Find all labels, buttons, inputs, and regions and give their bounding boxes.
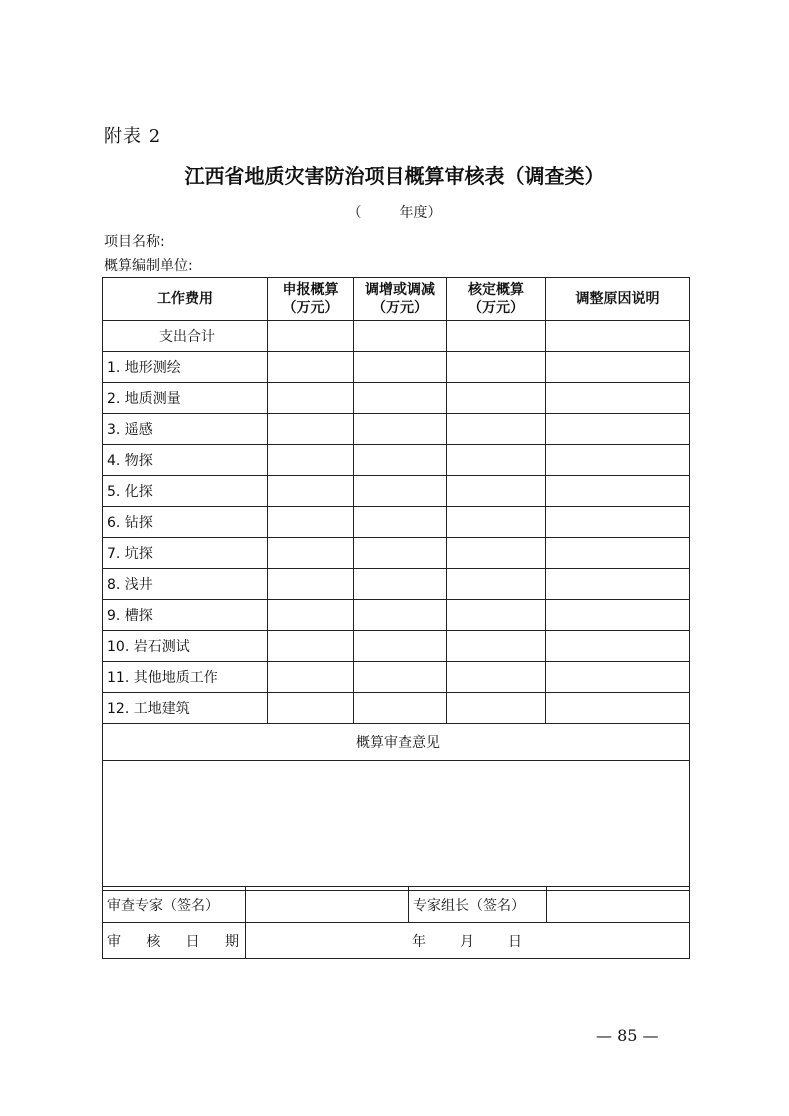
signature-table: [102, 886, 690, 959]
table-row: [103, 600, 690, 631]
input-cell[interactable]: [268, 631, 354, 662]
input-cell[interactable]: [354, 445, 447, 476]
input-cell[interactable]: [546, 352, 690, 383]
date-row: [103, 923, 690, 959]
opinion-title: 概算审查意见: [103, 724, 690, 761]
row-label: 5. 化探: [103, 476, 268, 507]
input-cell[interactable]: [447, 693, 546, 724]
row-label: 2. 地质测量: [103, 383, 268, 414]
input-cell[interactable]: [268, 414, 354, 445]
row-label: 11. 其他地质工作: [103, 662, 268, 693]
input-cell[interactable]: [268, 662, 354, 693]
project-name-label: 项目名称:: [104, 234, 165, 250]
row-label: 4. 物探: [103, 445, 268, 476]
input-cell[interactable]: [546, 600, 690, 631]
table-row: [103, 693, 690, 724]
opinion-body-row: [103, 761, 690, 891]
row-label: 6. 钻探: [103, 507, 268, 538]
input-cell[interactable]: [447, 476, 546, 507]
table-row: [103, 569, 690, 600]
input-cell[interactable]: [546, 662, 690, 693]
input-cell[interactable]: [354, 352, 447, 383]
table-row: [103, 352, 690, 383]
row-label: 12. 工地建筑: [103, 693, 268, 724]
input-cell[interactable]: [354, 414, 447, 445]
input-cell[interactable]: [546, 445, 690, 476]
input-cell[interactable]: [447, 383, 546, 414]
input-cell[interactable]: [546, 631, 690, 662]
input-cell[interactable]: [354, 662, 447, 693]
input-cell[interactable]: [354, 693, 447, 724]
review-date-label: 审 核 日 期: [103, 923, 246, 959]
date-year: 年: [412, 933, 426, 950]
table-row: [103, 414, 690, 445]
input-cell[interactable]: [354, 321, 447, 352]
header-cell-work-cost: 工作费用: [103, 278, 268, 321]
input-cell[interactable]: [354, 507, 447, 538]
budget-review-table: [102, 277, 690, 891]
signature-row: [103, 887, 690, 923]
header-cell-declared: 申报概算 （万元）: [268, 278, 354, 321]
input-cell[interactable]: [546, 476, 690, 507]
header-cell-approved: 核定概算 （万元）: [447, 278, 546, 321]
input-cell[interactable]: [354, 383, 447, 414]
input-cell[interactable]: [354, 631, 447, 662]
input-cell[interactable]: [447, 538, 546, 569]
opinion-input-area[interactable]: [103, 761, 690, 891]
appendix-label: 附表 2: [104, 126, 162, 147]
input-cell[interactable]: [268, 352, 354, 383]
input-cell[interactable]: [447, 600, 546, 631]
row-label: 7. 坑探: [103, 538, 268, 569]
header-cell-adjustment: 调增或调减 （万元）: [354, 278, 447, 321]
input-cell[interactable]: [268, 569, 354, 600]
input-cell[interactable]: [447, 631, 546, 662]
input-cell[interactable]: [268, 383, 354, 414]
table-row: [103, 445, 690, 476]
row-label: 3. 遥感: [103, 414, 268, 445]
input-cell[interactable]: [268, 693, 354, 724]
table-row: [103, 383, 690, 414]
input-cell[interactable]: [447, 321, 546, 352]
input-cell[interactable]: [546, 414, 690, 445]
input-cell[interactable]: [447, 662, 546, 693]
input-cell[interactable]: [354, 569, 447, 600]
row-label: 8. 浅井: [103, 569, 268, 600]
leader-label: 专家组长（签名）: [409, 887, 547, 923]
table-row: [103, 631, 690, 662]
year-line: [0, 202, 789, 222]
input-cell[interactable]: [268, 600, 354, 631]
input-cell[interactable]: [354, 538, 447, 569]
date-month: 月: [460, 933, 474, 950]
document-title: 江西省地质灾害防治项目概算审核表（调查类）: [184, 164, 605, 188]
input-cell[interactable]: [268, 476, 354, 507]
total-label: 支出合计: [103, 321, 268, 352]
table-row: [103, 507, 690, 538]
input-cell[interactable]: [447, 352, 546, 383]
year-label: 年度）: [399, 205, 442, 221]
input-cell[interactable]: [546, 321, 690, 352]
row-label: 1. 地形测绘: [103, 352, 268, 383]
table-row-total: [103, 321, 690, 352]
input-cell[interactable]: [447, 569, 546, 600]
input-cell[interactable]: [447, 445, 546, 476]
input-cell[interactable]: [354, 600, 447, 631]
budget-unit-label: 概算编制单位:: [104, 258, 193, 274]
input-cell[interactable]: [546, 507, 690, 538]
row-label: 10. 岩石测试: [103, 631, 268, 662]
leader-signature-field[interactable]: [547, 887, 690, 923]
table-row: [103, 662, 690, 693]
table-row: [103, 538, 690, 569]
input-cell[interactable]: [268, 321, 354, 352]
input-cell[interactable]: [354, 476, 447, 507]
input-cell[interactable]: [546, 569, 690, 600]
input-cell[interactable]: [447, 507, 546, 538]
year-open: （: [347, 205, 362, 221]
opinion-title-row: [103, 724, 690, 761]
date-day: 日: [508, 933, 522, 950]
input-cell[interactable]: [546, 693, 690, 724]
table-row: [103, 476, 690, 507]
input-cell[interactable]: [546, 538, 690, 569]
input-cell[interactable]: [268, 507, 354, 538]
input-cell[interactable]: [268, 445, 354, 476]
reviewer-label: 审查专家（签名）: [103, 887, 246, 923]
row-label: 9. 槽探: [103, 600, 268, 631]
input-cell[interactable]: [447, 414, 546, 445]
table-header-row: [103, 278, 690, 321]
reviewer-signature-field[interactable]: [246, 887, 409, 923]
review-date-field[interactable]: [246, 923, 690, 959]
input-cell[interactable]: [268, 538, 354, 569]
page-number: — 85 —: [596, 1026, 659, 1045]
header-cell-reason: 调整原因说明: [546, 278, 690, 321]
input-cell[interactable]: [546, 383, 690, 414]
